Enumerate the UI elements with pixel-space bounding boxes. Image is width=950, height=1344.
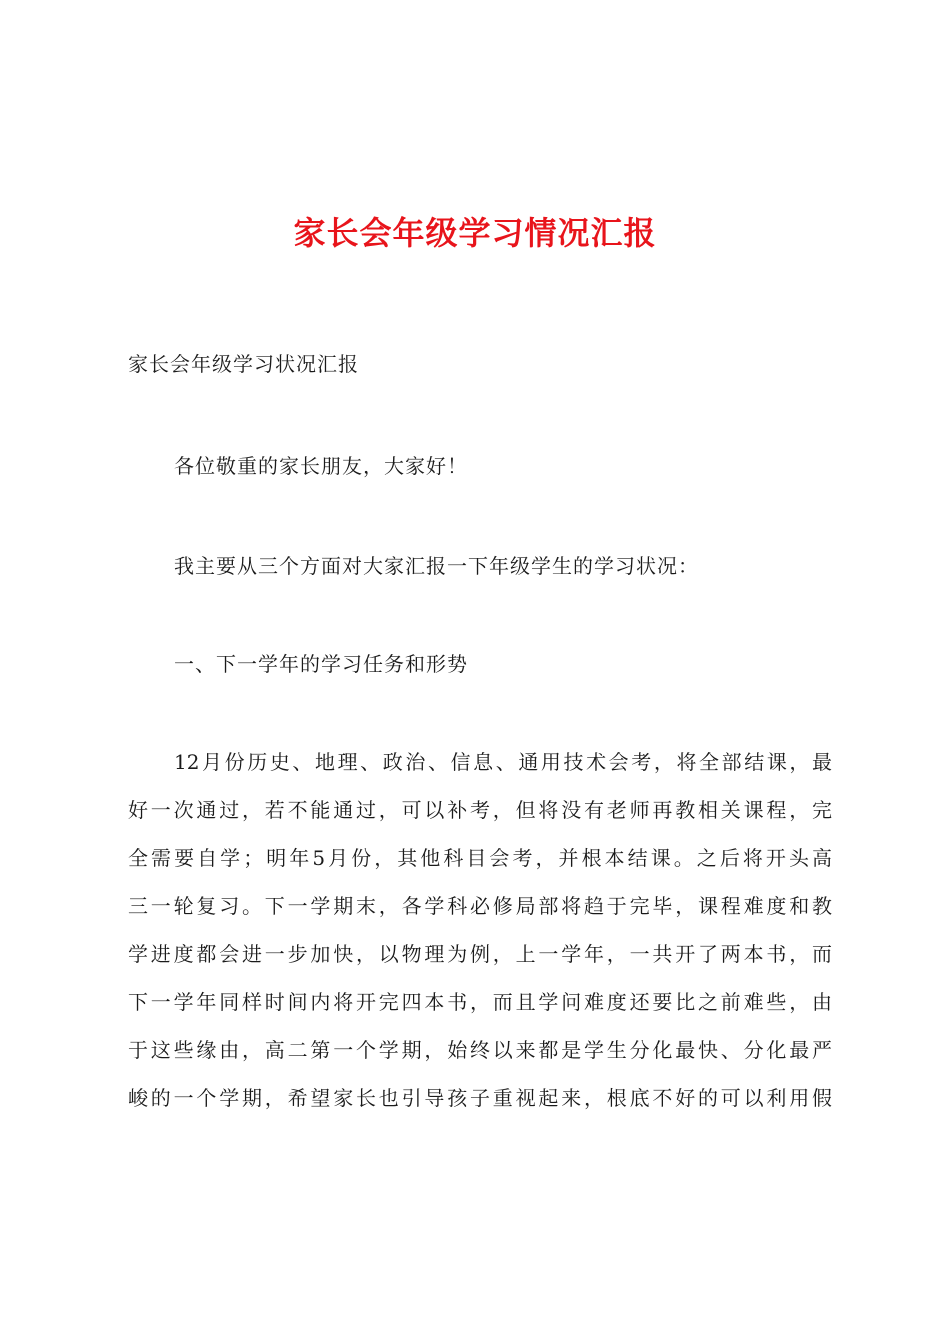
body-paragraph: [128, 748, 832, 1132]
intro-line: 我主要从三个方面对大家汇报一下年级学生的学习状况：: [174, 554, 699, 578]
paragraph-line: 学进度都会进一步加快，以物理为例，上一学年，一共开了两本书，而: [128, 942, 832, 966]
document-title: 家长会年级学习情况汇报: [293, 214, 657, 252]
paragraph-line: 于这些缘由，高二第一个学期，始终以来都是学生分化最快、分化最严: [128, 1038, 832, 1062]
paragraph-line: 下一学年同样时间内将开完四本书，而且学问难度还要比之前难些，由: [128, 990, 832, 1014]
paragraph-line: 12月份历史、地理、政治、信息、通用技术会考，将全部结课，最: [174, 750, 832, 774]
greeting-line: 各位敬重的家长朋友，大家好！: [174, 454, 468, 478]
document-subtitle: 家长会年级学习状况汇报: [128, 352, 359, 376]
paragraph-line: 好一次通过，若不能通过，可以补考，但将没有老师再教相关课程，完: [128, 798, 832, 822]
paragraph-line: 峻的一个学期，希望家长也引导孩子重视起来，根底不好的可以利用假: [128, 1086, 832, 1110]
section-heading: 一、下一学年的学习任务和形势: [174, 652, 468, 676]
paragraph-line: 三一轮复习。下一学期末，各学科必修局部将趋于完毕，课程难度和教: [128, 894, 832, 918]
paragraph-line: 全需要自学；明年5月份，其他科目会考，并根本结课。之后将开头高: [128, 846, 832, 870]
